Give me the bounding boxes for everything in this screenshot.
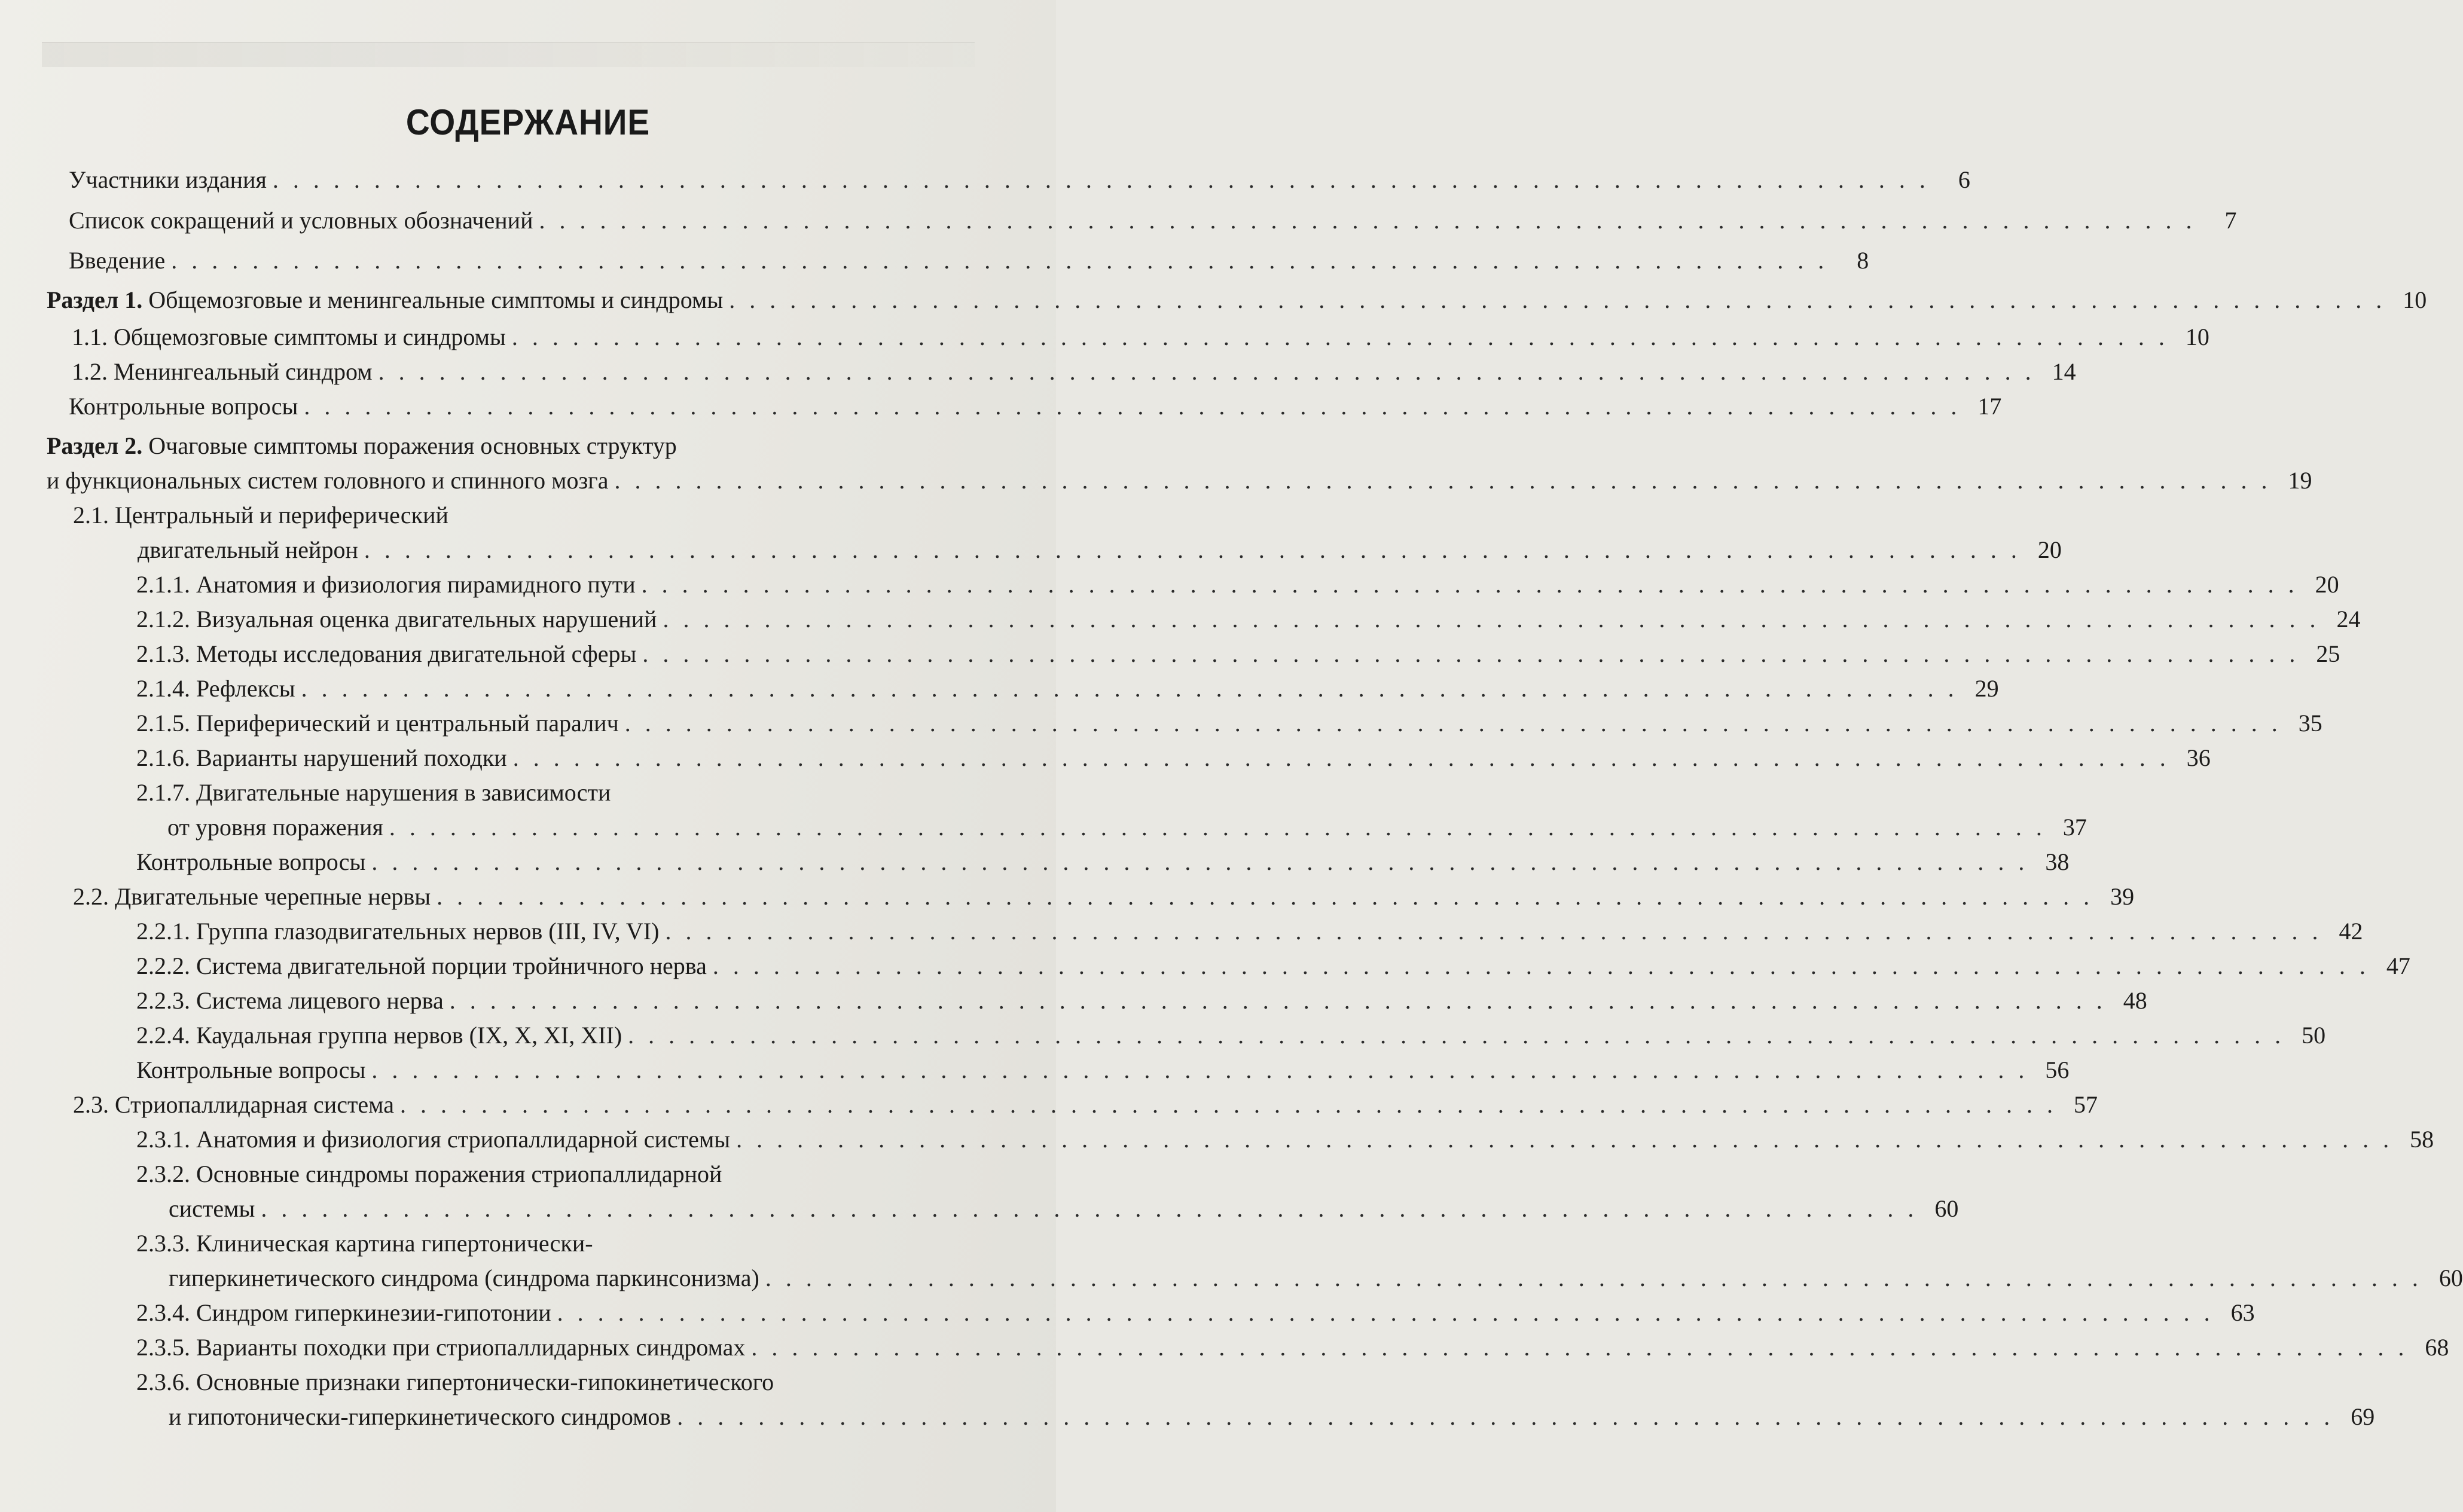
toc-page-number: 39 [2110, 883, 2135, 910]
toc-page-number: 10 [2185, 323, 2209, 350]
toc-entry-label-continued: и функциональных систем головного и спинного мозга [47, 467, 609, 494]
toc-leader-dots: . . . . . . . . . . . . . . . . . . . . . . . . . . . . . . . . . . . . . . . . . . . . . . . . . . . . . . . . . . . . . . . . . . . . . . . . . . . . . . . . . . [511, 323, 2169, 350]
toc-entry [69, 246, 1869, 275]
toc-entry-label-continued: двигательный нейрон [138, 536, 358, 563]
toc-entry-label: Контрольные вопросы [136, 848, 366, 875]
toc-entry-label: 2.1.4. Рефлексы [136, 675, 295, 702]
toc-entry-line1: 2.3.3. Клиническая картина гипертонически- [136, 1230, 593, 1257]
toc-page-number: 58 [2410, 1126, 2434, 1153]
toc-page-number: 29 [1974, 675, 1999, 702]
toc-leader-dots: . . . . . . . . . . . . . . . . . . . . . . . . . . . . . . . . . . . . . . . . . . . . . . . . . . . . . . . . . . . . . . . . . . . . . . . . . . . . . . . . . . [304, 393, 1961, 420]
toc-entry [69, 166, 1970, 194]
toc-entry-label: 2.1.1. Анатомия и физиология пирамидного пути [136, 571, 636, 598]
toc-page-number: 20 [2037, 536, 2062, 563]
toc-entry [69, 206, 2237, 235]
toc-entry [138, 536, 2062, 564]
toc-entry-label: Введение [69, 247, 166, 274]
toc-entry [136, 917, 2363, 946]
toc-entry-label: 2.3.4. Синдром гиперкинезии-гипотонии [136, 1299, 551, 1326]
toc-entry-label: 2.2.3. Система лицевого нерва [136, 987, 444, 1014]
toc-page-number: 8 [1857, 247, 1869, 274]
toc-page-number: 47 [2386, 952, 2410, 979]
toc-entry [136, 640, 2340, 668]
bleed-through-header [42, 42, 975, 67]
toc-leader-dots: . . . . . . . . . . . . . . . . . . . . . . . . . . . . . . . . . . . . . . . . . . . . . . . . . . . . . . . . . . . . . . . . . . . . . . . . . . . . . . . . . . [663, 606, 2320, 633]
toc-section-entry [47, 286, 2427, 314]
section-prefix: Раздел 1. [47, 286, 143, 313]
toc-page-number: 24 [2336, 606, 2361, 633]
toc-entry-label: Очаговые симптомы поражения основных структур [142, 432, 677, 459]
toc-entry-line1: 2.1.7. Двигательные нарушения в зависимости [136, 779, 611, 806]
toc-entry-label: 2.3. Стриопаллидарная система [73, 1091, 394, 1118]
toc-page-number: 60 [1934, 1195, 1959, 1222]
toc-entry [136, 848, 2070, 876]
toc-page-number: 7 [2224, 207, 2237, 234]
toc-leader-dots: . . . . . . . . . . . . . . . . . . . . . . . . . . . . . . . . . . . . . . . . . . . . . . . . . . . . . . . . . . . . . . . . . . . . . . . . . . . . . . . . . . [389, 814, 2046, 841]
toc-entry [72, 358, 2076, 386]
toc-entry [136, 1125, 2434, 1154]
toc-entry [136, 1056, 2070, 1085]
toc-entry [136, 1333, 2449, 1362]
toc-entry [169, 1264, 2463, 1293]
toc-leader-dots: . . . . . . . . . . . . . . . . . . . . . . . . . . . . . . . . . . . . . . . . . . . . . . . . . . . . . . . . . . . . . . . . . . . . . . . . . . . . . . . . . . [641, 571, 2299, 598]
toc-leader-dots: . . . . . . . . . . . . . . . . . . . . . . . . . . . . . . . . . . . . . . . . . . . . . . . . . . . . . . . . . . . . . . . . . . . . . . . . . . . . . . . . . . [751, 1334, 2409, 1361]
toc-leader-dots: . . . . . . . . . . . . . . . . . . . . . . . . . . . . . . . . . . . . . . . . . . . . . . . . . . . . . . . . . . . . . . . . . . . . . . . . . . . . . . . . . . [712, 952, 2370, 979]
toc-entry [136, 1021, 2326, 1050]
toc-entry [136, 570, 2339, 599]
toc-entry [169, 1195, 1959, 1223]
toc-entry [73, 882, 2135, 911]
section-prefix: Раздел 2. [47, 432, 143, 459]
page-title: СОДЕРЖАНИЕ [405, 102, 651, 142]
toc-entry-label: Список сокращений и условных обозначений [69, 207, 533, 234]
toc-leader-dots: . . . . . . . . . . . . . . . . . . . . . . . . . . . . . . . . . . . . . . . . . . . . . . . . . . . . . . . . . . . . . . . . . . . . . . . . . . . . . . . . . . [364, 536, 2021, 563]
toc-entry-label: Общемозговые и менингеальные симптомы и синдромы [142, 286, 724, 313]
toc-entry-label: 2.2.2. Система двигательной порции тройничного нерва [136, 952, 707, 979]
toc-section-entry [47, 466, 2312, 495]
toc-entry [136, 1299, 2255, 1327]
toc-leader-dots: . . . . . . . . . . . . . . . . . . . . . . . . . . . . . . . . . . . . . . . . . . . . . . . . . . . . . . . . . . . . . . . . . . . . . . . . . . . . . . . . . . [614, 467, 2272, 494]
toc-entry [167, 813, 2087, 842]
toc-leader-dots: . . . . . . . . . . . . . . . . . . . . . . . . . . . . . . . . . . . . . . . . . . . . . . . . . . . . . . . . . . . . . . . . . . . . . . . . . . . . . . . . . . [765, 1264, 2422, 1291]
toc-entry-label: 2.2.1. Группа глазодвигательных нервов (III, IV, VI) [136, 918, 660, 945]
toc-entry-label: Контрольные вопросы [136, 1056, 366, 1083]
toc-page-number: 14 [2052, 358, 2076, 385]
toc-entry-label: 2.1.2. Визуальная оценка двигательных нарушений [136, 606, 657, 633]
toc-page-number: 10 [2403, 286, 2427, 313]
toc-page-number: 63 [2230, 1299, 2255, 1326]
toc-leader-dots: . . . . . . . . . . . . . . . . . . . . . . . . . . . . . . . . . . . . . . . . . . . . . . . . . . . . . . . . . . . . . . . . . . . . . . . . . . . . . . . . . . [371, 848, 2029, 875]
toc-leader-dots: . . . . . . . . . . . . . . . . . . . . . . . . . . . . . . . . . . . . . . . . . . . . . . . . . . . . . . . . . . . . . . . . . . . . . . . . . . . . . . . . . . [642, 640, 2300, 667]
toc-page-number: 60 [2438, 1264, 2463, 1291]
toc-leader-dots: . . . . . . . . . . . . . . . . . . . . . . . . . . . . . . . . . . . . . . . . . . . . . . . . . . . . . . . . . . . . . . . . . . . . . . . . . . . . . . . . . . [378, 358, 2035, 385]
toc-leader-dots: . . . . . . . . . . . . . . . . . . . . . . . . . . . . . . . . . . . . . . . . . . . . . . . . . . . . . . . . . . . . . . . . . . . . . . . . . . . . . . . . . . [261, 1195, 1918, 1222]
toc-entry-label-continued: гиперкинетического синдрома (синдрома паркинсонизма) [169, 1264, 759, 1291]
toc-leader-dots: . . . . . . . . . . . . . . . . . . . . . . . . . . . . . . . . . . . . . . . . . . . . . . . . . . . . . . . . . . . . . . . . . . . . . . . . . . . . . . . . . . [399, 1091, 2057, 1118]
toc-page-number: 25 [2316, 640, 2340, 667]
toc-entry-label: 1.2. Менингеальный синдром [72, 358, 373, 385]
toc-entry-label: 2.3.1. Анатомия и физиология стриопаллидарной системы [136, 1126, 731, 1153]
toc-entry [136, 709, 2322, 738]
toc-entry [169, 1403, 2375, 1431]
toc-leader-dots: . . . . . . . . . . . . . . . . . . . . . . . . . . . . . . . . . . . . . . . . . . . . . . . . . . . . . . . . . . . . . . . . . . . . . . . . . . . . . . . . . . [449, 987, 2107, 1014]
toc-page-number: 38 [2045, 848, 2070, 875]
toc-entry-label-continued: от уровня поражения [167, 814, 383, 841]
toc-entry-label: 2.1.3. Методы исследования двигательной сферы [136, 640, 637, 667]
toc-page-number: 50 [2302, 1022, 2326, 1049]
toc-page-number: 17 [1977, 393, 2002, 420]
toc-leader-dots: . . . . . . . . . . . . . . . . . . . . . . . . . . . . . . . . . . . . . . . . . . . . . . . . . . . . . . . . . . . . . . . . . . . . . . . . . . . . . . . . . . [539, 207, 2196, 234]
toc-entry-label: Участники издания [69, 166, 267, 193]
toc-entry-label: Контрольные вопросы [69, 393, 298, 420]
toc-entry-label: 1.1. Общемозговые симптомы и синдромы [72, 323, 506, 350]
toc-entry [136, 674, 1999, 703]
toc-leader-dots: . . . . . . . . . . . . . . . . . . . . . . . . . . . . . . . . . . . . . . . . . . . . . . . . . . . . . . . . . . . . . . . . . . . . . . . . . . . . . . . . . . [628, 1022, 2285, 1049]
toc-leader-dots: . . . . . . . . . . . . . . . . . . . . . . . . . . . . . . . . . . . . . . . . . . . . . . . . . . . . . . . . . . . . . . . . . . . . . . . . . . . . . . . . . . [665, 918, 2322, 945]
toc-entry-label-continued: системы [169, 1195, 255, 1222]
toc-page-number: 48 [2123, 987, 2147, 1014]
toc-entry-line1: 2.1. Центральный и периферический [73, 502, 448, 529]
toc-leader-dots: . . . . . . . . . . . . . . . . . . . . . . . . . . . . . . . . . . . . . . . . . . . . . . . . . . . . . . . . . . . . . . . . . . . . . . . . . . . . . . . . . . [171, 247, 1829, 274]
toc-page-number: 69 [2351, 1403, 2375, 1430]
toc-entry-label: 2.2. Двигательные черепные нервы [73, 883, 431, 910]
toc-entry-label: 2.3.5. Варианты походки при стриопаллидарных синдромах [136, 1334, 746, 1361]
toc-entry-line1: 2.3.6. Основные признаки гипертонически-гипокинетического [136, 1369, 774, 1395]
toc-leader-dots: . . . . . . . . . . . . . . . . . . . . . . . . . . . . . . . . . . . . . . . . . . . . . . . . . . . . . . . . . . . . . . . . . . . . . . . . . . . . . . . . . . [371, 1056, 2029, 1083]
toc-entry [136, 605, 2361, 634]
toc-entry-label: 2.1.6. Варианты нарушений походки [136, 744, 507, 771]
toc-leader-dots: . . . . . . . . . . . . . . . . . . . . . . . . . . . . . . . . . . . . . . . . . . . . . . . . . . . . . . . . . . . . . . . . . . . . . . . . . . . . . . . . . . [736, 1126, 2394, 1153]
toc-entry-label-continued: и гипотонически-гиперкинетического синдромов [169, 1403, 672, 1430]
toc-section-entry-line1 [47, 432, 677, 460]
toc-page-number: 57 [2073, 1091, 2098, 1118]
toc-leader-dots: . . . . . . . . . . . . . . . . . . . . . . . . . . . . . . . . . . . . . . . . . . . . . . . . . . . . . . . . . . . . . . . . . . . . . . . . . . . . . . . . . . [624, 710, 2282, 737]
toc-entry-label: 2.1.5. Периферический и центральный паралич [136, 710, 619, 737]
toc-page-number: 36 [2186, 744, 2211, 771]
toc-page-number: 35 [2298, 710, 2322, 737]
toc-page-number: 6 [1958, 166, 1970, 193]
toc-entry [136, 744, 2211, 772]
toc-entry-label: 2.2.4. Каудальная группа нервов (IX, X, XI, XII) [136, 1022, 622, 1049]
toc-entry [72, 323, 2209, 352]
toc-page-number: 42 [2339, 918, 2363, 945]
toc-entry-line1: 2.3.2. Основные синдромы поражения стриопаллидарной [136, 1160, 722, 1187]
toc-leader-dots: . . . . . . . . . . . . . . . . . . . . . . . . . . . . . . . . . . . . . . . . . . . . . . . . . . . . . . . . . . . . . . . . . . . . . . . . . . . . . . . . . . [437, 883, 2094, 910]
toc-leader-dots: . . . . . . . . . . . . . . . . . . . . . . . . . . . . . . . . . . . . . . . . . . . . . . . . . . . . . . . . . . . . . . . . . . . . . . . . . . . . . . . . . . [272, 166, 1930, 193]
toc-page-number: 37 [2062, 814, 2087, 841]
toc-leader-dots: . . . . . . . . . . . . . . . . . . . . . . . . . . . . . . . . . . . . . . . . . . . . . . . . . . . . . . . . . . . . . . . . . . . . . . . . . . . . . . . . . . [729, 286, 2386, 313]
toc-page-number: 56 [2045, 1056, 2070, 1083]
toc-entry [73, 1091, 2098, 1119]
toc-entry [69, 392, 2002, 421]
toc-page-number: 68 [2425, 1334, 2449, 1361]
toc-page-number: 20 [2315, 571, 2339, 598]
toc-entry [136, 986, 2147, 1015]
toc-leader-dots: . . . . . . . . . . . . . . . . . . . . . . . . . . . . . . . . . . . . . . . . . . . . . . . . . . . . . . . . . . . . . . . . . . . . . . . . . . . . . . . . . . [557, 1299, 2214, 1326]
toc-entry [136, 952, 2410, 980]
toc-leader-dots: . . . . . . . . . . . . . . . . . . . . . . . . . . . . . . . . . . . . . . . . . . . . . . . . . . . . . . . . . . . . . . . . . . . . . . . . . . . . . . . . . . [512, 744, 2170, 771]
toc-leader-dots: . . . . . . . . . . . . . . . . . . . . . . . . . . . . . . . . . . . . . . . . . . . . . . . . . . . . . . . . . . . . . . . . . . . . . . . . . . . . . . . . . . [301, 675, 1958, 702]
toc-page-number: 19 [2288, 467, 2312, 494]
toc-leader-dots: . . . . . . . . . . . . . . . . . . . . . . . . . . . . . . . . . . . . . . . . . . . . . . . . . . . . . . . . . . . . . . . . . . . . . . . . . . . . . . . . . . [677, 1403, 2334, 1430]
